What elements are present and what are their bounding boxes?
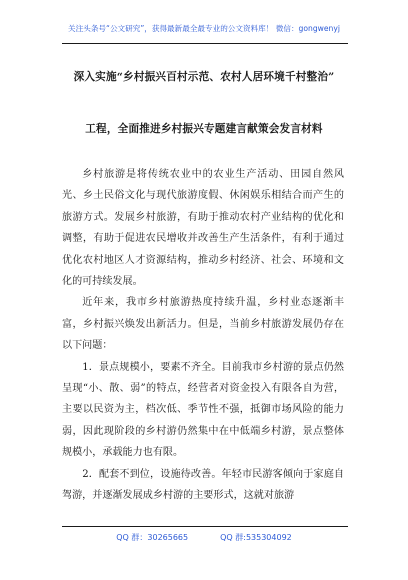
footer-divider: [62, 526, 348, 527]
footer-qq-group-2: QQ 群:535304092: [220, 533, 292, 542]
body-paragraph: 2．配套不到位，设施待改善。年轻市民游客倾向于家庭自驾游，并逐渐发展成乡村游的主要形式，这就对旅游: [62, 468, 344, 502]
footer-qq-group-1: QQ 群：30265665: [116, 533, 189, 542]
document-body: [62, 164, 344, 507]
document-title-line-2: 工程，全面推进乡村振兴专题建言献策会发言材料: [85, 123, 323, 135]
body-paragraph: 近年来，我市乡村旅游热度持续升温，乡村业态逐渐丰富，乡村振兴焕发出新活力。但是，当前乡村旅游发展仍存在以下问题：: [62, 297, 344, 352]
header-divider: [62, 43, 348, 44]
body-paragraph: 1．景点规模小，要素不齐全。目前我市乡村游的景点仍然呈现“小、散、弱”的特点，经营者对资金投入有限各自为营，主要以民资为主，档次低、季节性不强，抵御市场风险的能力弱，因此现阶段的乡村游仍然集中在中低端乡村游，景点整体规模小，承载能力也有限。: [62, 361, 344, 459]
body-paragraph: 乡村旅游是将传统农业中的农业生产活动、田园自然风光、乡土民俗文化与现代旅游度假、休闲娱乐相结合而产生的旅游方式。发展乡村旅游，有助于推动农村产业结构的优化和调整，有助于促进农民增收并改善生产生活条件，有利于通过优化农村地区人才资源结构，推动乡村经济、社会、环境和文化的可持续发展。: [62, 169, 344, 288]
header-note: 关注头条号“公文研究”，获得最新最全最专业的公文资料库！ 微信：gongwenyj: [68, 24, 340, 33]
document-title-line-1: 深入实施“乡村振兴百村示范、农村人居环境千村整治”: [73, 71, 335, 83]
footer: [0, 532, 408, 544]
